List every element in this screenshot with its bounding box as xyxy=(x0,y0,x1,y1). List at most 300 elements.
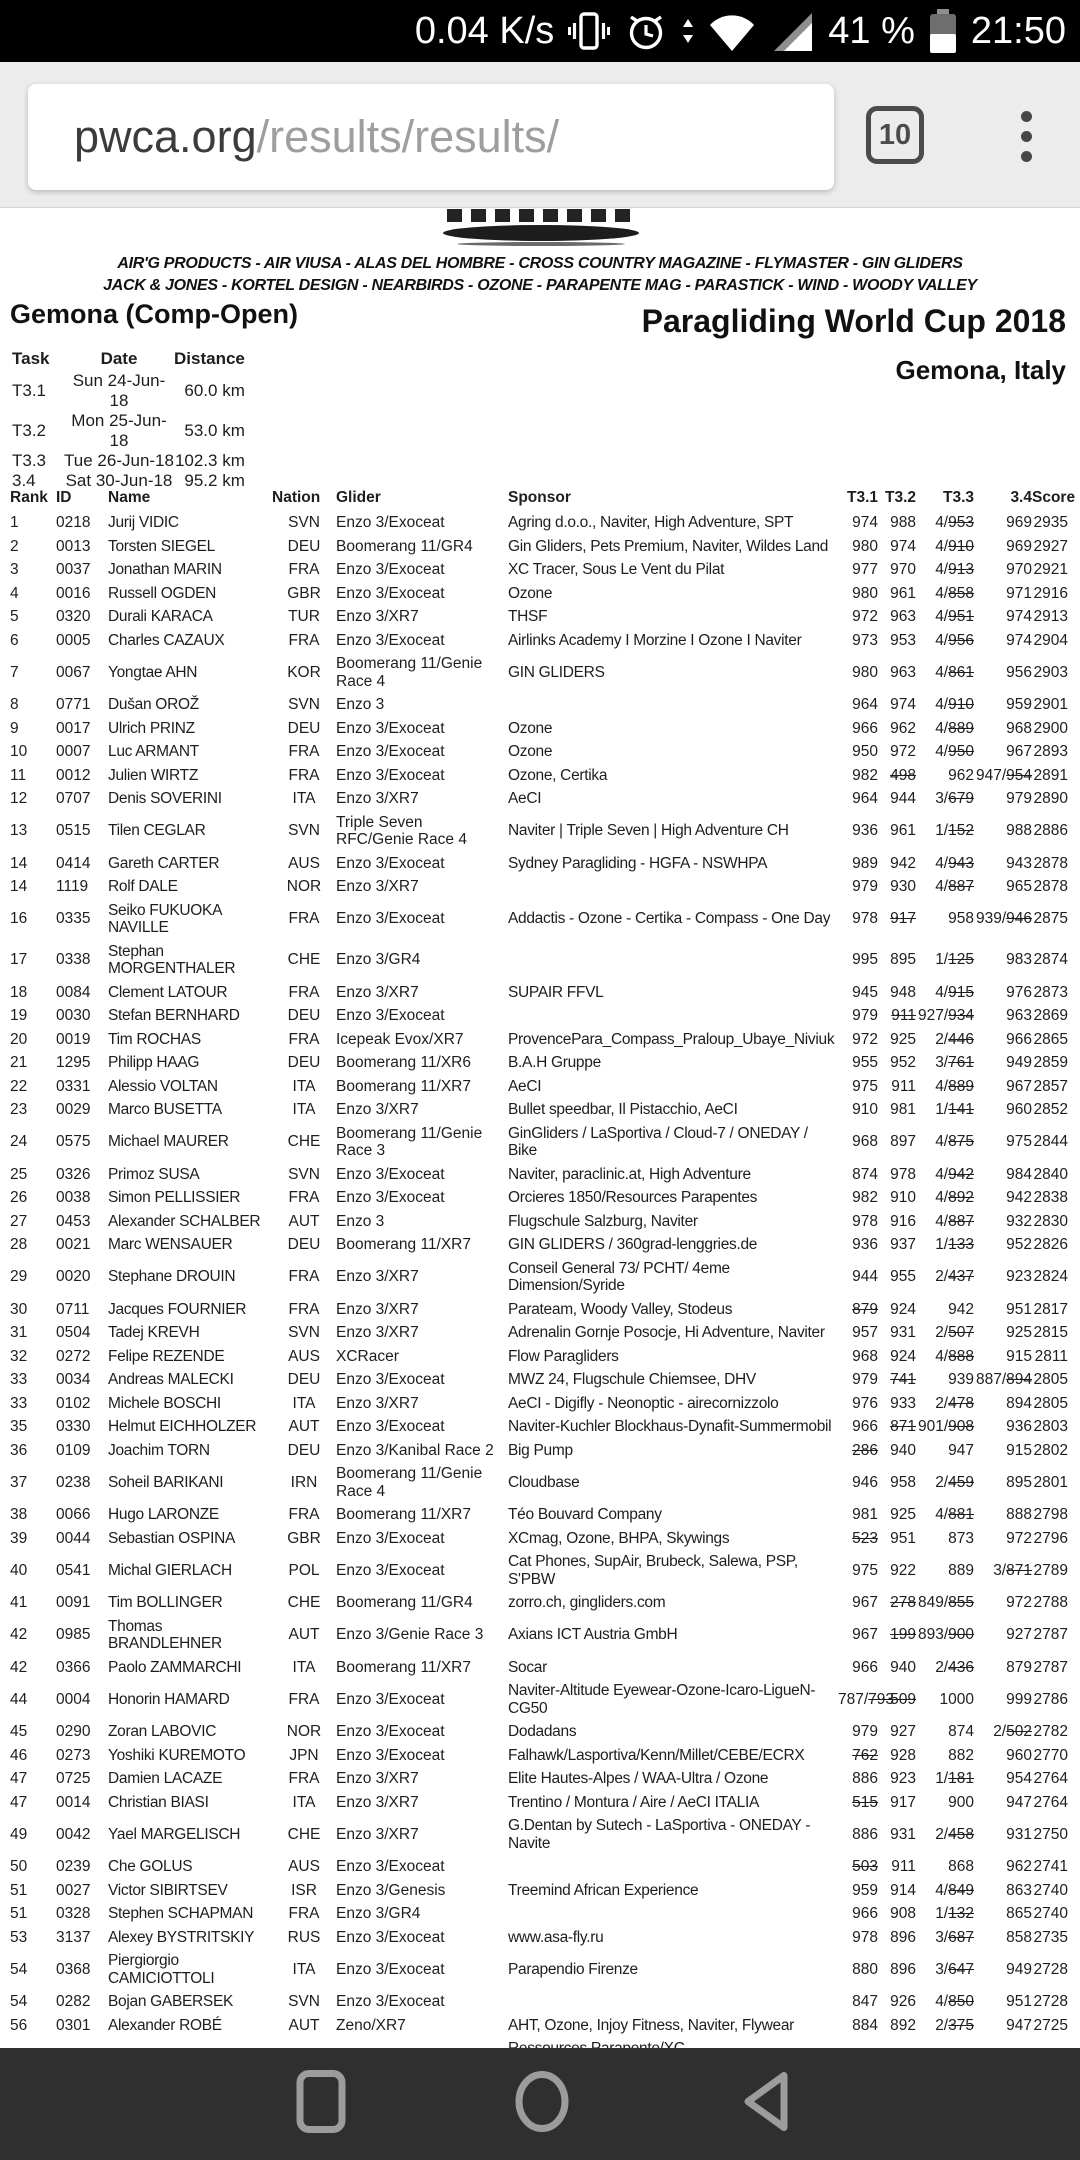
cell-rank: 40 xyxy=(10,1561,28,1579)
cell-score: 2878 xyxy=(1033,854,1068,872)
cell-name: Jacques FOURNIER xyxy=(108,1300,247,1318)
cell-rank: 3 xyxy=(10,561,19,578)
result-row xyxy=(10,1767,1068,1791)
cell-name: Luc ARMANT xyxy=(108,743,199,760)
cell-t34: 887/894 xyxy=(975,1371,1032,1388)
cell-id: 1119 xyxy=(56,878,89,895)
cell-score: 2764 xyxy=(1033,1770,1068,1787)
cell-sponsor xyxy=(508,1902,838,1926)
cell-score: 2735 xyxy=(1033,1928,1068,1946)
cell-nation: ITA xyxy=(292,1960,316,1978)
cell-t31: 884 xyxy=(852,2016,878,2034)
wifi-icon xyxy=(708,9,756,53)
cell-rank: 36 xyxy=(10,1441,28,1459)
cell-t31: 515 xyxy=(852,1793,878,1811)
cell-name: Victor SIBIRTSEV xyxy=(108,1881,228,1899)
cell-name: Alexander ROBÉ xyxy=(108,2016,222,2034)
cell-id: 0282 xyxy=(56,1993,91,2010)
cell-name: Christian BIASI xyxy=(108,1793,209,1811)
cell-t33: 939 xyxy=(948,1371,974,1388)
cell-signal-icon xyxy=(770,9,814,53)
cell-t33: 4/887 xyxy=(935,878,974,895)
cell-glider: Enzo 3/XR7 xyxy=(336,1394,419,1412)
result-row xyxy=(10,1591,1068,1615)
cell-id: 0016 xyxy=(56,584,91,602)
cell-nation: NOR xyxy=(286,1723,322,1740)
result-row xyxy=(10,1368,1068,1392)
cell-name: Gareth CARTER xyxy=(108,854,220,872)
cell-id: 0017 xyxy=(56,719,91,737)
cell-name: Alexey BYSTRITSKIY xyxy=(108,1928,255,1946)
cell-id: 0771 xyxy=(56,696,91,713)
cell-score: 2891 xyxy=(1033,766,1068,784)
cell-nation: GBR xyxy=(287,584,321,602)
cell-sponsor: Ozone xyxy=(508,719,553,737)
cell-glider: Enzo 3/Exoceat xyxy=(336,1165,445,1183)
cell-nation: FRA xyxy=(288,910,320,928)
cell-nation: FRA xyxy=(288,1905,320,1922)
cell-t34: 972 xyxy=(1006,1529,1032,1547)
cell-score: 2921 xyxy=(1033,561,1068,578)
result-row xyxy=(10,1392,1068,1416)
task-row xyxy=(12,371,245,411)
cell-t31: 979 xyxy=(852,1371,878,1388)
cell-sponsor: Conseil General 73/ PCHT/ 4eme Dimension/Syride xyxy=(508,1259,730,1294)
result-row xyxy=(10,1051,1068,1075)
cell-t32: 925 xyxy=(890,1506,916,1523)
cell-glider: Boomerang 11/Genie Race 4 xyxy=(336,655,483,690)
cell-t31: 982 xyxy=(852,1189,878,1206)
cell-t34: 947 xyxy=(1006,2016,1032,2034)
cell-score: 2874 xyxy=(1033,951,1068,969)
competition-title: Gemona (Comp-Open) xyxy=(10,299,298,329)
result-row xyxy=(10,764,1068,788)
cell-t34: 858 xyxy=(1006,1928,1032,1946)
cell-rank: 9 xyxy=(10,719,19,737)
url-bar[interactable] xyxy=(28,84,834,190)
cell-t32: 955 xyxy=(890,1268,916,1286)
clock-text: 21:50 xyxy=(970,9,1066,52)
cell-nation: DEU xyxy=(287,1236,321,1253)
cell-t32: 974 xyxy=(890,696,916,713)
cell-t34: 983 xyxy=(1006,951,1032,969)
cell-nation: AUT xyxy=(288,1626,320,1644)
cell-glider: Boomerang 11/XR7 xyxy=(336,1658,471,1676)
cell-t31: 847 xyxy=(852,1993,878,2010)
cell-rank: 41 xyxy=(10,1594,28,1611)
cell-rank: 53 xyxy=(10,1928,28,1946)
cell-nation: IRN xyxy=(290,1473,318,1491)
cell-name: Bojan GABERSEK xyxy=(108,1993,234,2010)
cell-score: 2927 xyxy=(1033,537,1068,555)
cell-rank: 20 xyxy=(10,1030,28,1048)
cell-t31: 936 xyxy=(852,822,878,840)
cell-t31: 973 xyxy=(852,631,878,649)
cell-score: 2796 xyxy=(1033,1529,1068,1547)
cell-score: 2893 xyxy=(1033,743,1068,760)
cell-score: 2890 xyxy=(1033,790,1068,807)
cell-name: Yongtae AHN xyxy=(108,663,198,681)
cell-rank: 1 xyxy=(10,514,19,531)
cell-glider: Enzo 3/XR7 xyxy=(336,1268,419,1286)
cell-id: 0272 xyxy=(56,1347,91,1365)
result-row xyxy=(10,1075,1068,1099)
cell-t31: 978 xyxy=(852,1212,878,1230)
cell-t31: 979 xyxy=(852,1007,878,1024)
cell-glider: Enzo 3/Exoceat xyxy=(336,743,445,760)
cell-id: 0029 xyxy=(56,1101,91,1118)
cell-name: Paolo ZAMMARCHI xyxy=(108,1658,242,1676)
cell-rank: 33 xyxy=(10,1394,28,1412)
cell-nation: ITA xyxy=(292,1077,316,1095)
cell-t33: 900 xyxy=(948,1793,974,1811)
cell-t34: 968 xyxy=(1006,719,1032,737)
cell-nation: ITA xyxy=(292,1394,316,1412)
cell-t33: 3/687 xyxy=(935,1928,974,1946)
cell-t34: 947/954 xyxy=(975,766,1032,784)
cell-score: 2903 xyxy=(1033,663,1068,681)
cell-id: 0019 xyxy=(56,1030,91,1048)
cell-t34: 915 xyxy=(1006,1347,1032,1365)
cell-name: Piergiorgio CAMICIOTTOLI xyxy=(108,1952,215,1987)
cell-t32: 940 xyxy=(890,1441,916,1459)
cell-glider: Enzo 3/XR7 xyxy=(336,1770,419,1787)
cell-glider: Enzo 3/Exoceat xyxy=(336,1418,445,1435)
cell-t33: 1/133 xyxy=(935,1236,974,1253)
menu-dot xyxy=(1021,131,1032,142)
cell-rank: 47 xyxy=(10,1770,28,1787)
cell-t33: 4/889 xyxy=(935,719,974,737)
result-row xyxy=(10,1004,1068,1028)
cell-t34: 969 xyxy=(1006,514,1032,531)
cell-score: 2935 xyxy=(1033,514,1068,531)
cell-sponsor: Dodadans xyxy=(508,1723,577,1740)
cell-nation: ISR xyxy=(291,1881,317,1899)
cell-t32: 925 xyxy=(890,1030,916,1048)
cell-glider: Enzo 3 xyxy=(336,696,385,713)
cell-t34: 976 xyxy=(1006,983,1032,1001)
cell-t31: 979 xyxy=(852,878,878,895)
cell-t33: 873 xyxy=(948,1529,974,1547)
cell-score: 2826 xyxy=(1033,1236,1068,1253)
result-row xyxy=(10,1163,1068,1187)
cell-sponsor: Ozone xyxy=(508,743,553,760)
cell-rank: 18 xyxy=(10,983,28,1001)
cell-sponsor: Agring d.o.o., Naviter, High Adventure, SPT xyxy=(508,514,794,531)
cell-nation: AUT xyxy=(288,1418,320,1435)
task-row xyxy=(12,411,245,451)
cell-name: Jurij VIDIC xyxy=(108,514,179,531)
cell-glider: Enzo 3/Exoceat xyxy=(336,514,445,531)
android-nav-bar xyxy=(0,2048,1080,2160)
cell-glider: Enzo 3/Exoceat xyxy=(336,719,445,737)
cell-t32: 895 xyxy=(890,951,916,969)
cell-nation: SVN xyxy=(288,1324,320,1341)
status-bar xyxy=(0,0,1080,62)
cell-nation: SVN xyxy=(288,514,320,531)
cell-t32: 928 xyxy=(890,1746,916,1764)
cell-t33: 4/942 xyxy=(935,1165,974,1183)
cell-t31: 945 xyxy=(852,983,878,1001)
cell-name: Tilen CEGLAR xyxy=(108,822,206,840)
cell-glider: Boomerang 11/XR7 xyxy=(336,1236,471,1253)
task-header-cell: Distance xyxy=(174,349,245,368)
cell-score: 2805 xyxy=(1033,1394,1068,1412)
cell-sponsor: GIN GLIDERS / 360grad-lenggries.de xyxy=(508,1236,758,1253)
overflow-menu-button[interactable] xyxy=(996,106,1056,166)
cell-score: 2900 xyxy=(1033,719,1068,737)
cell-t31: 968 xyxy=(852,1347,878,1365)
cell-sponsor: Cloudbase xyxy=(508,1473,580,1491)
result-row xyxy=(10,1550,1068,1591)
cell-t34: 949 xyxy=(1006,1054,1032,1071)
cell-score: 2803 xyxy=(1033,1418,1068,1435)
cell-nation: CHE xyxy=(287,1133,321,1151)
cell-t33: 927/934 xyxy=(917,1007,974,1024)
cell-t34: 999 xyxy=(1006,1690,1032,1708)
cell-rank: 31 xyxy=(10,1324,28,1341)
cell-score: 2770 xyxy=(1033,1746,1068,1764)
result-row xyxy=(10,1814,1068,1855)
cell-t34: 863 xyxy=(1006,1881,1032,1899)
cell-id: 0575 xyxy=(56,1133,91,1151)
cell-name: Che GOLUS xyxy=(108,1858,193,1875)
cell-rank: 35 xyxy=(10,1418,28,1435)
task-cell: 95.2 km xyxy=(184,471,245,490)
recents-square-icon[interactable] xyxy=(295,2069,347,2140)
cell-t32: 917 xyxy=(890,910,916,928)
cell-score: 2740 xyxy=(1033,1905,1068,1922)
cell-t34: 947 xyxy=(1006,1793,1032,1811)
sponsor-line-2: JACK & JONES - KORTEL DESIGN - NEARBIRDS - OZONE - PARAPENTE MAG - PARASTICK - WIND - WOODY VALLEY xyxy=(103,277,977,294)
cell-name: Dušan OROŽ xyxy=(108,696,199,713)
cell-score: 2875 xyxy=(1033,910,1068,928)
cell-name: Alexander SCHALBER xyxy=(108,1212,261,1230)
cell-nation: CHE xyxy=(287,951,321,969)
result-row xyxy=(10,1879,1068,1903)
cell-t33: 4/950 xyxy=(935,743,974,760)
result-row xyxy=(10,1855,1068,1879)
results-header-cell: Sponsor xyxy=(508,489,571,506)
cell-t33: 1/141 xyxy=(935,1101,974,1118)
cell-score: 2859 xyxy=(1033,1054,1068,1071)
cell-name: Jonathan MARIN xyxy=(108,561,222,578)
cell-rank: 27 xyxy=(10,1212,28,1230)
cell-t31: 981 xyxy=(852,1506,878,1523)
result-row xyxy=(10,787,1068,811)
cell-t33: 1000 xyxy=(939,1690,974,1708)
cell-t32: 942 xyxy=(890,854,916,872)
cell-t33: 4/951 xyxy=(935,608,974,625)
cell-rank: 2 xyxy=(10,537,19,555)
cell-sponsor xyxy=(508,693,838,717)
cell-rank: 32 xyxy=(10,1347,28,1365)
cell-t34: 936 xyxy=(1006,1418,1032,1435)
cell-rank: 39 xyxy=(10,1529,28,1547)
cell-nation: AUS xyxy=(288,1347,320,1365)
cell-t33: 868 xyxy=(948,1858,974,1875)
cell-t31: 950 xyxy=(852,743,878,760)
cell-id: 0453 xyxy=(56,1212,91,1230)
cell-glider: Triple Seven RFC/Genie Race 4 xyxy=(336,813,467,848)
cell-t32: 923 xyxy=(890,1770,916,1787)
cell-name: Soheil BARIKANI xyxy=(108,1473,224,1491)
cell-id: 0239 xyxy=(56,1858,91,1875)
cell-id: 0014 xyxy=(56,1793,91,1811)
cell-id: 0102 xyxy=(56,1394,91,1412)
tab-switcher-button[interactable] xyxy=(866,106,924,164)
cell-nation: SVN xyxy=(288,822,320,840)
cell-score: 2824 xyxy=(1033,1268,1068,1286)
cell-nation: FRA xyxy=(288,766,320,784)
cell-nation: DEU xyxy=(287,1007,321,1024)
cell-t31: 503 xyxy=(852,1858,878,1875)
cell-t31: 944 xyxy=(852,1268,878,1286)
cell-t33: 4/953 xyxy=(935,514,974,531)
result-row xyxy=(10,899,1068,940)
cell-id: 0020 xyxy=(56,1268,91,1286)
cell-score: 2805 xyxy=(1033,1371,1068,1388)
cell-t32: 911 xyxy=(891,1077,916,1095)
cell-glider: Enzo 3/XR7 xyxy=(336,1793,419,1811)
cell-rank: 42 xyxy=(10,1626,28,1644)
cell-glider: Boomerang 11/Genie Race 4 xyxy=(336,1465,483,1500)
cell-id: 0004 xyxy=(56,1690,91,1708)
cell-rank: 25 xyxy=(10,1165,28,1183)
cell-t32: 988 xyxy=(890,514,916,531)
cell-t31: 874 xyxy=(852,1165,878,1183)
cell-sponsor: AHT, Ozone, Injoy Fitness, Naviter, Flywear xyxy=(508,2016,795,2034)
results-header-cell: Nation xyxy=(272,489,321,506)
cell-sponsor: Elite Hautes-Alpes / WAA-Ultra / Ozone xyxy=(508,1770,769,1787)
cell-rank: 30 xyxy=(10,1300,28,1318)
cell-t31: 980 xyxy=(852,537,878,555)
cell-t34: 984 xyxy=(1006,1165,1032,1183)
cell-glider: Enzo 3/Exoceat xyxy=(336,1746,445,1764)
cell-t31: 967 xyxy=(852,1594,878,1611)
cell-id: 3137 xyxy=(56,1928,91,1946)
cell-t33: 942 xyxy=(948,1300,974,1318)
cell-name: Primoz SUSA xyxy=(108,1165,200,1183)
cell-rank: 56 xyxy=(10,2016,28,2034)
cell-t34: 951 xyxy=(1006,1993,1032,2010)
cell-nation: DEU xyxy=(287,719,321,737)
cell-rank: 12 xyxy=(10,790,28,807)
cell-nation: DEU xyxy=(287,537,321,555)
cell-nation: ITA xyxy=(292,790,316,807)
cell-rank: 45 xyxy=(10,1723,28,1740)
cell-t32: 951 xyxy=(890,1529,916,1547)
cell-t32: 937 xyxy=(890,1236,916,1253)
cell-score: 2787 xyxy=(1033,1626,1068,1644)
cell-t32: 911 xyxy=(891,1858,916,1875)
cell-t33: 3/679 xyxy=(935,790,974,807)
cell-t33: 889 xyxy=(948,1561,974,1579)
cell-t32: 498 xyxy=(890,766,916,784)
cell-nation: FRA xyxy=(288,1030,320,1048)
cell-t32: 922 xyxy=(890,1561,916,1579)
cell-score: 2817 xyxy=(1033,1300,1068,1318)
cell-t34: 894 xyxy=(1006,1394,1032,1412)
task-cell: T3.3 xyxy=(12,451,47,470)
cell-t33: 947 xyxy=(948,1441,974,1459)
cell-t31: 959 xyxy=(852,1881,878,1899)
cell-t32: 962 xyxy=(890,719,916,737)
logo-underline xyxy=(457,242,625,246)
cell-score: 2904 xyxy=(1033,631,1068,649)
cell-name: Hugo LARONZE xyxy=(108,1506,219,1523)
cell-rank: 44 xyxy=(10,1690,28,1708)
cell-sponsor: Adrenalin Gornje Posocje, Hi Adventure, Naviter xyxy=(508,1324,825,1341)
cell-t32: 871 xyxy=(890,1418,916,1435)
cell-id: 0330 xyxy=(56,1418,91,1435)
cell-rank: 14 xyxy=(10,854,28,872)
cell-t34: 952 xyxy=(1006,1236,1032,1253)
battery-percent-text: 41 % xyxy=(828,9,915,52)
results-header-cell: T3.2 xyxy=(884,489,916,506)
cell-t33: 4/910 xyxy=(935,696,974,713)
cell-nation: KOR xyxy=(287,663,321,681)
cell-nation: RUS xyxy=(287,1928,321,1946)
cell-score: 2865 xyxy=(1033,1030,1068,1048)
cell-glider: Boomerang 11/Genie Race 3 xyxy=(336,1124,483,1159)
cell-rank: 7 xyxy=(10,663,19,681)
cell-glider: Enzo 3/Exoceat xyxy=(336,1960,445,1978)
cell-glider: Enzo 3/Exoceat xyxy=(336,766,445,784)
cell-nation: CHE xyxy=(287,1594,321,1611)
cell-nation: NOR xyxy=(286,878,322,895)
result-row xyxy=(10,1949,1068,1990)
cell-id: 0042 xyxy=(56,1825,91,1843)
cell-glider: Enzo 3 xyxy=(336,1212,385,1230)
cell-t31: 978 xyxy=(852,910,878,928)
cell-t32: 924 xyxy=(890,1300,916,1318)
cell-name: Durali KARACA xyxy=(108,608,213,625)
cell-id: 0013 xyxy=(56,537,91,555)
result-row xyxy=(10,1345,1068,1369)
home-circle-icon[interactable] xyxy=(512,2069,572,2140)
cell-name: Clement LATOUR xyxy=(108,983,228,1001)
cell-name: Simon PELLISSIER xyxy=(108,1189,241,1206)
cell-id: 0038 xyxy=(56,1189,91,1206)
cell-name: Yael MARGELISCH xyxy=(108,1825,241,1843)
cell-t31: 975 xyxy=(852,1077,878,1095)
cell-t33: 2/436 xyxy=(935,1658,974,1676)
cell-t32: 952 xyxy=(890,1054,916,1071)
cell-t31: 978 xyxy=(852,1928,878,1946)
result-row xyxy=(10,1415,1068,1439)
cell-sponsor: Flow Paragliders xyxy=(508,1347,619,1365)
cell-sponsor: Naviter, paraclinic.at, High Adventure xyxy=(508,1165,751,1183)
cell-score: 2913 xyxy=(1033,608,1068,625)
cell-t32: 958 xyxy=(890,1473,916,1491)
cell-glider: Enzo 3/Exoceat xyxy=(336,1007,445,1024)
cell-glider: Enzo 3/XR7 xyxy=(336,983,419,1001)
cell-rank: 24 xyxy=(10,1133,28,1151)
cell-id: 0335 xyxy=(56,910,91,928)
cell-score: 2787 xyxy=(1033,1658,1068,1676)
event-title: Paragliding World Cup 2018 xyxy=(641,303,1066,339)
cell-t33: 958 xyxy=(948,910,974,928)
back-triangle-icon[interactable] xyxy=(738,2069,792,2140)
task-row xyxy=(12,451,245,471)
cell-glider: Enzo 3/Exoceat xyxy=(336,584,445,602)
cell-nation: SVN xyxy=(288,696,320,713)
task-list-table xyxy=(12,347,245,491)
cell-sponsor: G.Dentan by Sutech - LaSportiva - ONEDAY - Navite xyxy=(508,1817,811,1852)
result-row xyxy=(10,981,1068,1005)
task-cell: T3.2 xyxy=(12,421,47,440)
